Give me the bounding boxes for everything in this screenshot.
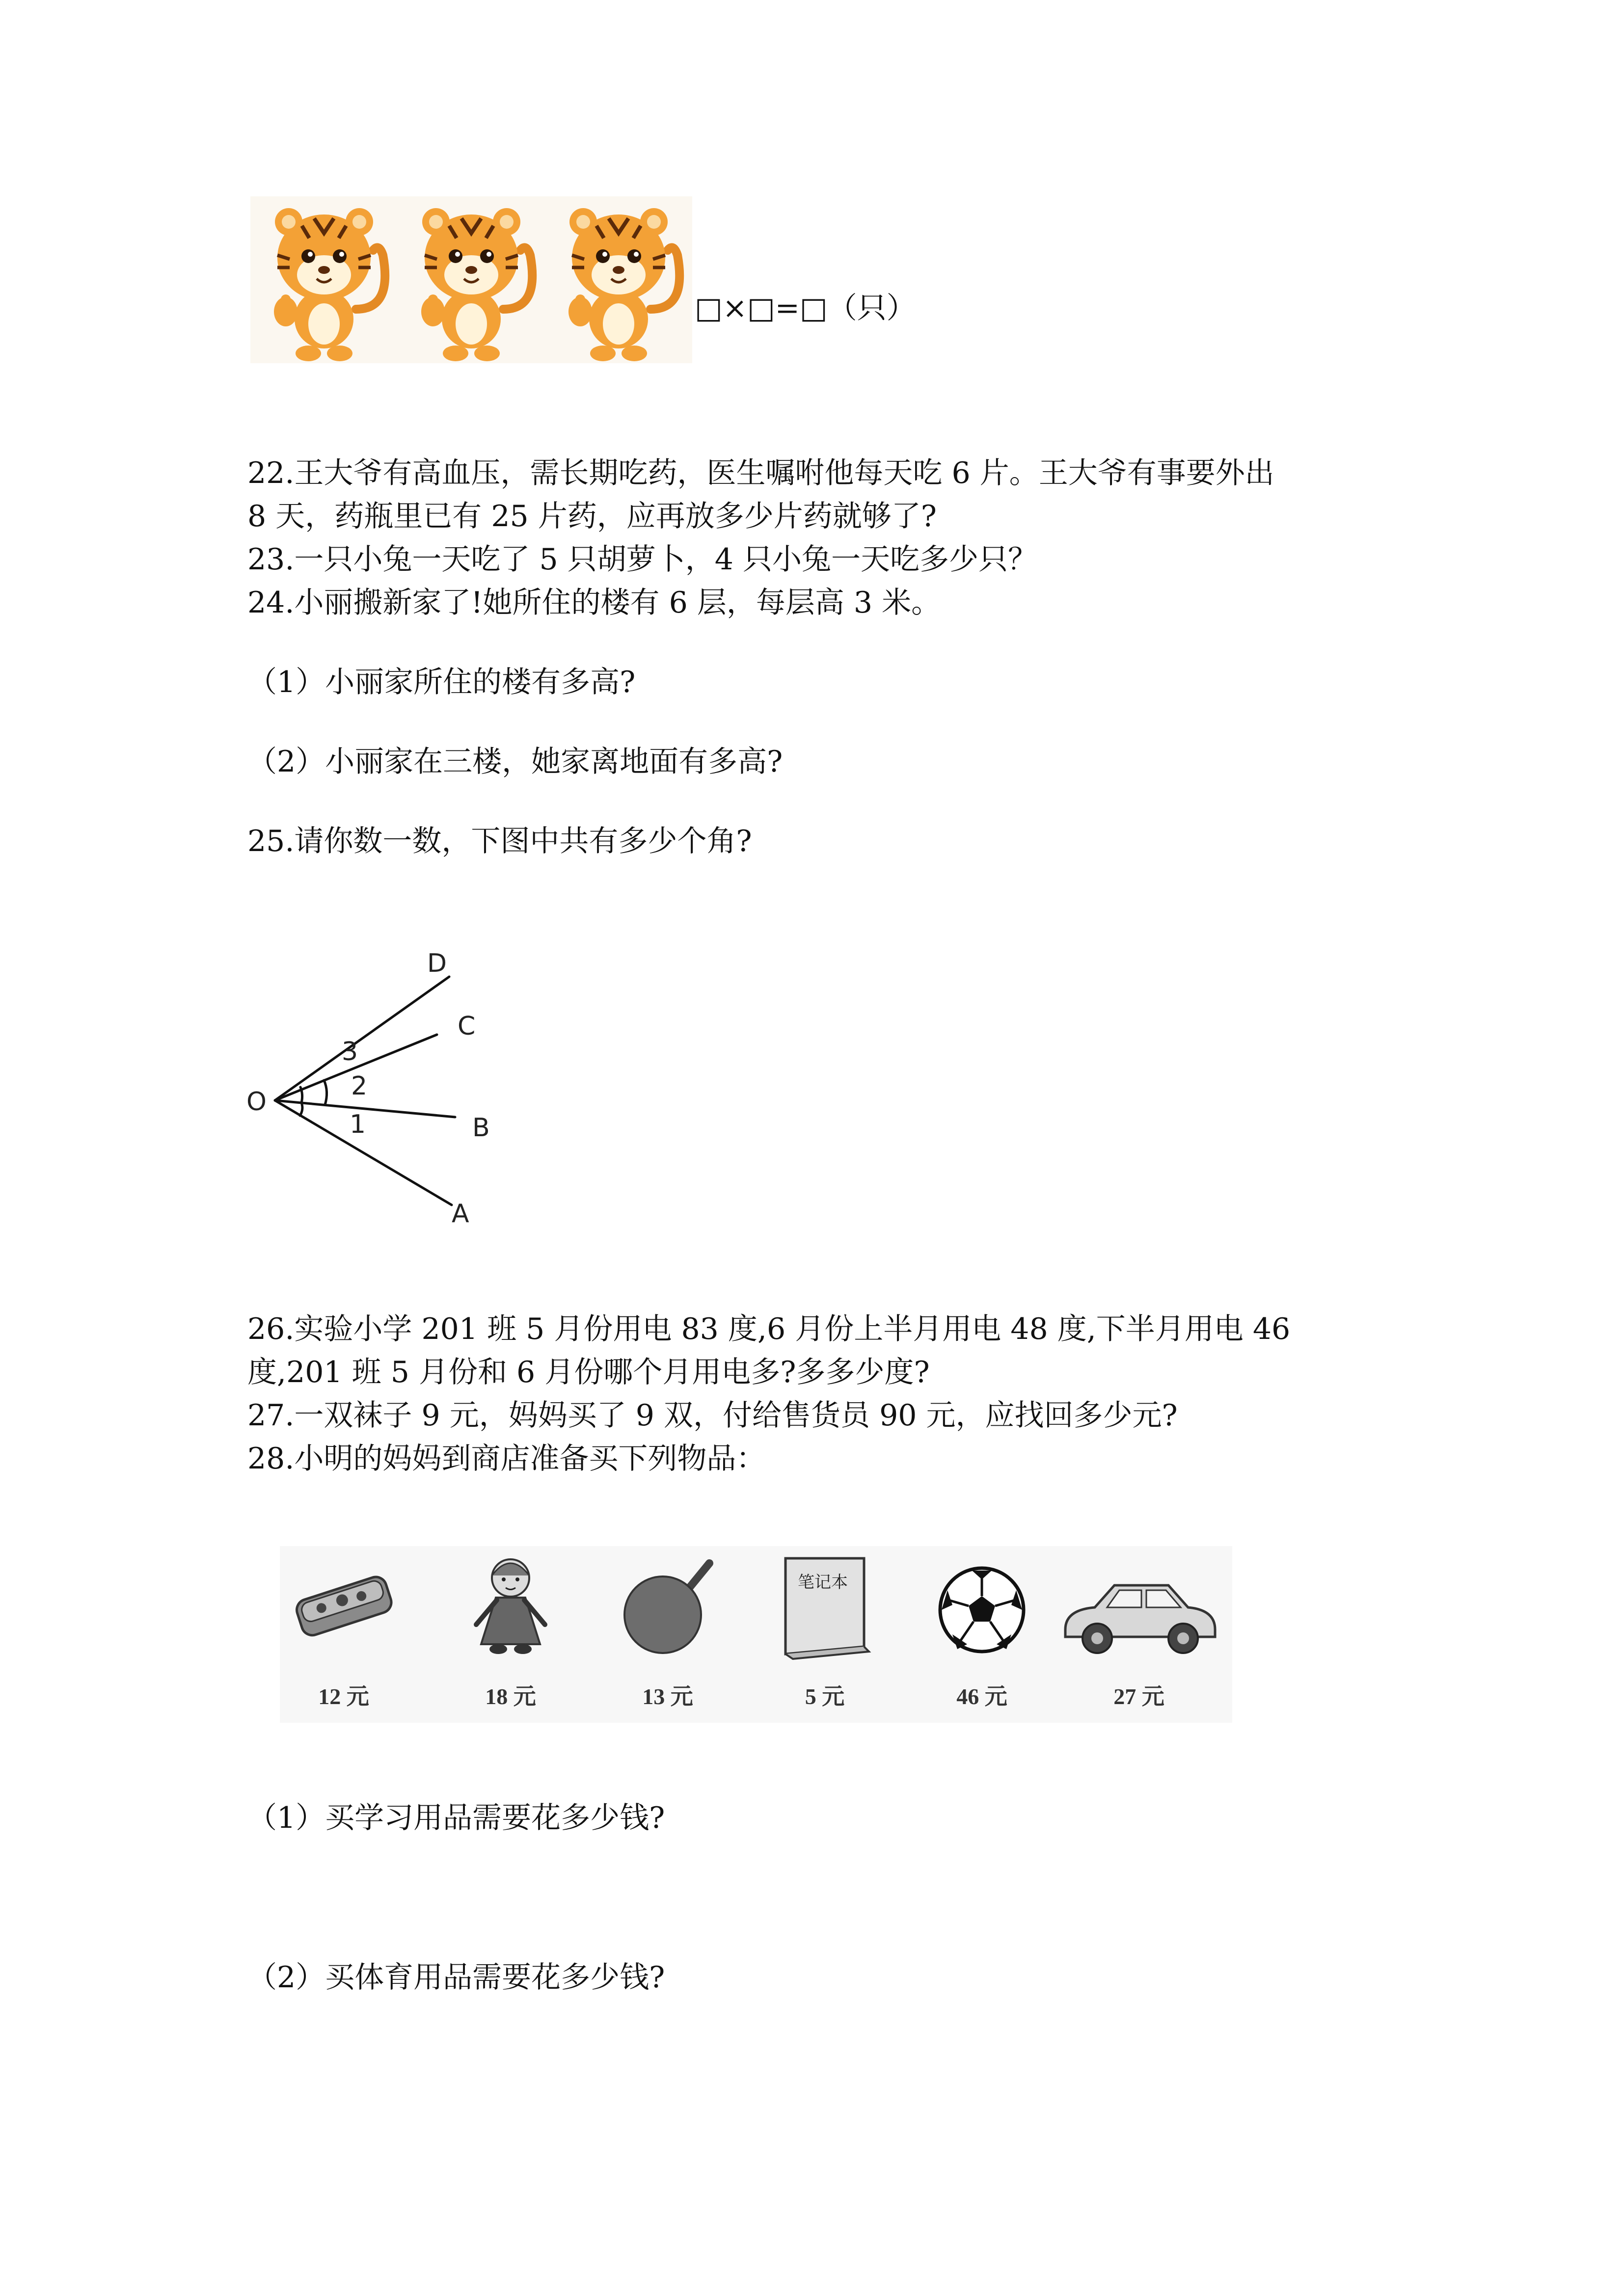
angle-label-1: 1: [350, 1110, 366, 1139]
question-22-line-2: 8 天，药瓶里已有 25 片药，应再放多少片药就够了?: [247, 499, 937, 534]
soccer-ball-icon: [933, 1561, 1031, 1659]
vertex-label: O: [246, 1087, 267, 1117]
price-label: 13 元: [642, 1684, 693, 1709]
question-26-line-2: 度,201 班 5 月份和 6 月份哪个月用电多?多多少度?: [247, 1355, 930, 1389]
question-22-line-1: 22.王大爷有高血压，需长期吃药，医生嘱咐他每天吃 6 片。王大爷有事要外出: [247, 456, 1274, 490]
multiplication-formula: □×□=□（只）: [695, 291, 916, 325]
toy-car-icon: [1056, 1575, 1222, 1659]
ray-label-c: C: [458, 1012, 476, 1041]
pencil-case-icon: [290, 1561, 398, 1649]
angle-diagram: [241, 928, 515, 1242]
ping-pong-paddle-icon: [619, 1556, 717, 1659]
question-25: 25.请你数一数，下图中共有多少个角?: [247, 824, 752, 858]
shop-items-panel: [280, 1546, 1232, 1723]
question-28: 28.小明的妈妈到商店准备买下列物品：: [247, 1442, 766, 1476]
price-label: 12 元: [318, 1684, 369, 1709]
price-label: 27 元: [1113, 1684, 1164, 1709]
question-27: 27.一双袜子 9 元，妈妈买了 9 双，付给售货员 90 元，应找回多少元?: [247, 1398, 1178, 1433]
question-24-sub-2: （2）小丽家在三楼，她家离地面有多高?: [247, 745, 783, 779]
angle-label-3: 3: [342, 1037, 358, 1067]
price-label: 18 元: [485, 1684, 536, 1709]
ray-label-b: B: [472, 1113, 490, 1143]
question-23: 23.一只小兔一天吃了 5 只胡萝卜，4 只小兔一天吃多少只？: [247, 542, 1037, 577]
tiger-icon: [250, 196, 398, 363]
question-28-sub-1: （1）买学习用品需要花多少钱?: [247, 1801, 665, 1835]
question-28-sub-2: （2）买体育用品需要花多少钱?: [247, 1960, 665, 1995]
question-26-line-1: 26.实验小学 201 班 5 月份用电 83 度,6 月份上半月用电 48 度,下半月用电 46: [247, 1312, 1291, 1346]
notebook-cover-text: 笔记本: [798, 1573, 848, 1592]
question-24: 24.小丽搬新家了!她所住的楼有 6 层，每层高 3 米。: [247, 586, 941, 620]
ray-label-a: A: [452, 1199, 469, 1228]
price-label: 46 元: [956, 1684, 1007, 1709]
ray-label-d: D: [427, 949, 447, 978]
tiger-icon: [398, 196, 545, 363]
notebook-icon: [776, 1548, 874, 1661]
doll-icon: [461, 1551, 560, 1659]
question-24-sub-1: （1）小丽家所住的楼有多高?: [247, 665, 636, 699]
price-label: 5 元: [805, 1684, 845, 1709]
angle-label-2: 2: [351, 1071, 368, 1101]
tiger-icon: [545, 196, 692, 363]
